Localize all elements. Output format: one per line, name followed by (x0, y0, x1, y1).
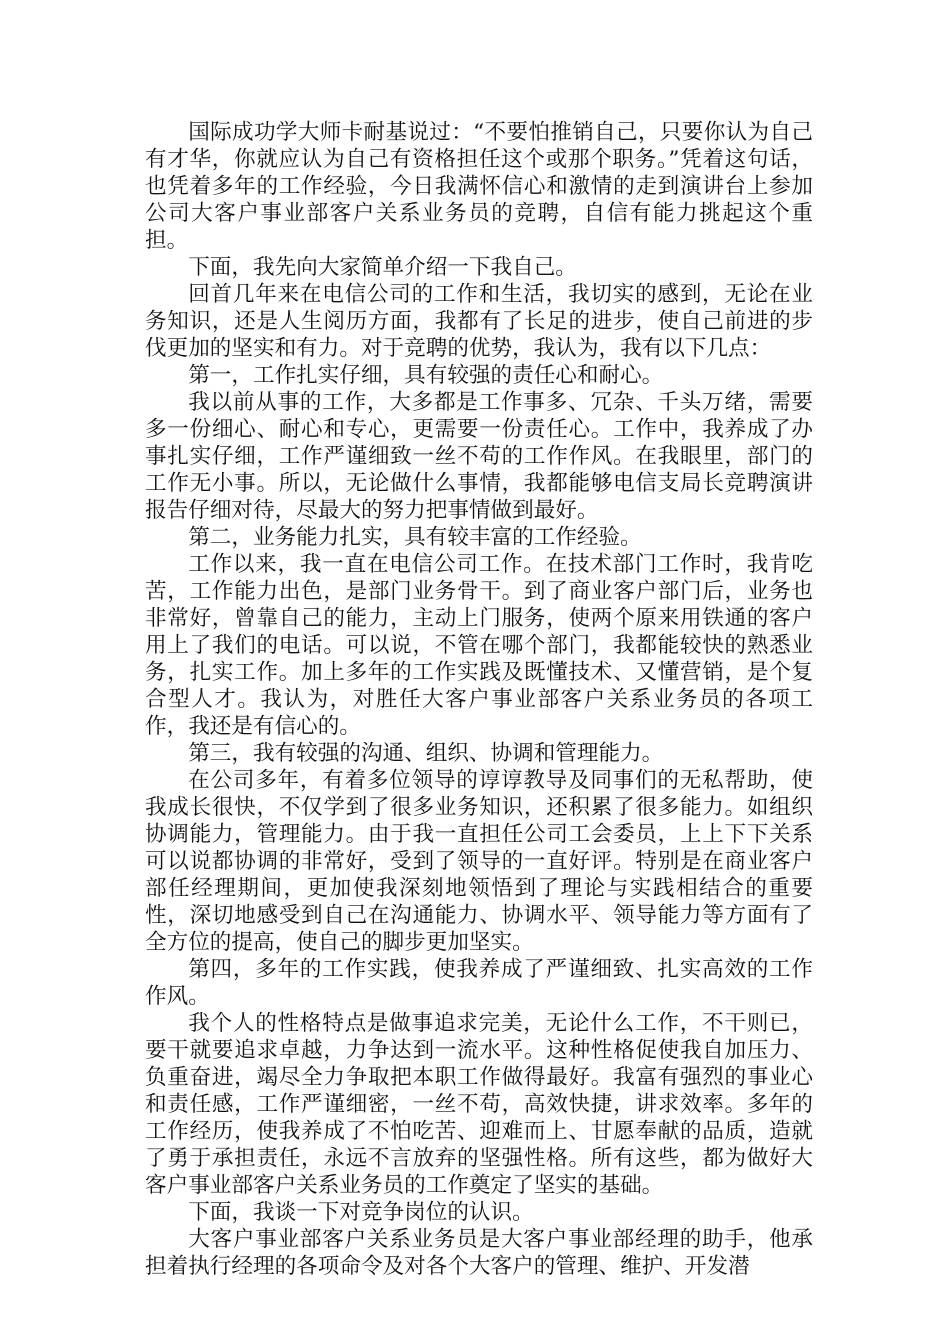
paragraph-role-intro: 下面，我谈一下对竞争岗位的认识。 (188, 1200, 534, 1225)
paragraph-intro-quote: 国际成功学大师卡耐基说过：“不要怕推销自己，只要你认为自己有才华，你就应认为自己有资格担任这个或那个职务。”凭着这句话，也凭着多年的工作经验，今日我满怀信心和激情的走到演讲台上参加公司大客户事业部客户关系业务员的竞聘，自信有能力挑起这个重担。 (145, 120, 813, 253)
paragraph-point-two-heading: 第二，业务能力扎实，具有较丰富的工作经验。 (188, 525, 642, 550)
paragraph-review: 回首几年来在电信公司的工作和生活，我切实的感到，无论在业务知识，还是人生阅历方面，我都有了长足的进步，使自己前进的步伐更加的坚实和有力。对于竞聘的优势，我认为，我有以下几点： (145, 282, 813, 361)
document-body (145, 119, 813, 1280)
paragraph-point-four-body: 我个人的性格特点是做事追求完美，无论什么工作，不干则已，要干就要追求卓越，力争达到一流水平。这种性格促使我自加压力、负重奋进，竭尽全力争取把本职工作做得最好。我富有强烈的事业心和责任感，工作严谨细密，一丝不苟，高效快捷，讲求效率。多年的工作经历，使我养成了不怕吃苦、迎难而上、甘愿奉献的品质，造就了勇于承担责任，永远不言放弃的坚强性格。所有这些，都为做好大客户事业部客户关系业务员的工作奠定了坚实的基础。 (145, 1011, 813, 1198)
paragraph-point-one-heading: 第一，工作扎实仔细，具有较强的责任心和耐心。 (188, 363, 664, 388)
paragraph-point-one-body: 我以前从事的工作，大多都是工作事多、冗杂、千头万绪，需要多一份细心、耐心和专心，更需要一份责任心。工作中，我养成了办事扎实仔细，工作严谨细致一丝不苟的工作作风。在我眼里，部门的工作无小事。所以，无论做什么事情，我都能够电信支局长竞聘演讲报告仔细对待，尽最大的努力把事情做到最好。 (145, 390, 813, 523)
paragraph-point-four-heading: 第四，多年的工作实践，使我养成了严谨细致、扎实高效的工作作风。 (145, 957, 813, 1009)
paragraph-self-intro: 下面，我先向大家简单介绍一下我自己。 (188, 255, 577, 280)
paragraph-role-description: 大客户事业部客户关系业务员是大客户事业部经理的助手，他承担着执行经理的各项命令及对各个大客户的管理、维护、开发潜 (145, 1227, 813, 1279)
paragraph-point-three-heading: 第三，我有较强的沟通、组织、协调和管理能力。 (188, 741, 664, 766)
paragraph-point-two-body: 工作以来，我一直在电信公司工作。在技术部门工作时，我肯吃苦，工作能力出色，是部门业务骨干。到了商业客户部门后，业务也非常好，曾靠自己的能力，主动上门服务，使两个原来用铁通的客户用上了我们的电话。可以说，不管在哪个部门，我都能较快的熟悉业务，扎实工作。加上多年的工作实践及既懂技术、又懂营销，是个复合型人才。我认为，对胜任大客户事业部客户关系业务员的各项工作，我还是有信心的。 (145, 552, 813, 739)
paragraph-point-three-body: 在公司多年，有着多位领导的谆谆教导及同事们的无私帮助，使我成长很快，不仅学到了很多业务知识，还积累了很多能力。如组织协调能力，管理能力。由于我一直担任公司工会委员，上上下下关系可以说都协调的非常好，受到了领导的一直好评。特别是在商业客户部任经理期间，更加使我深刻地领悟到了理论与实践相结合的重要性，深切地感受到自己在沟通能力、协调水平、领导能力等方面有了全方位的提高，使自己的脚步更加坚实。 (145, 768, 813, 955)
